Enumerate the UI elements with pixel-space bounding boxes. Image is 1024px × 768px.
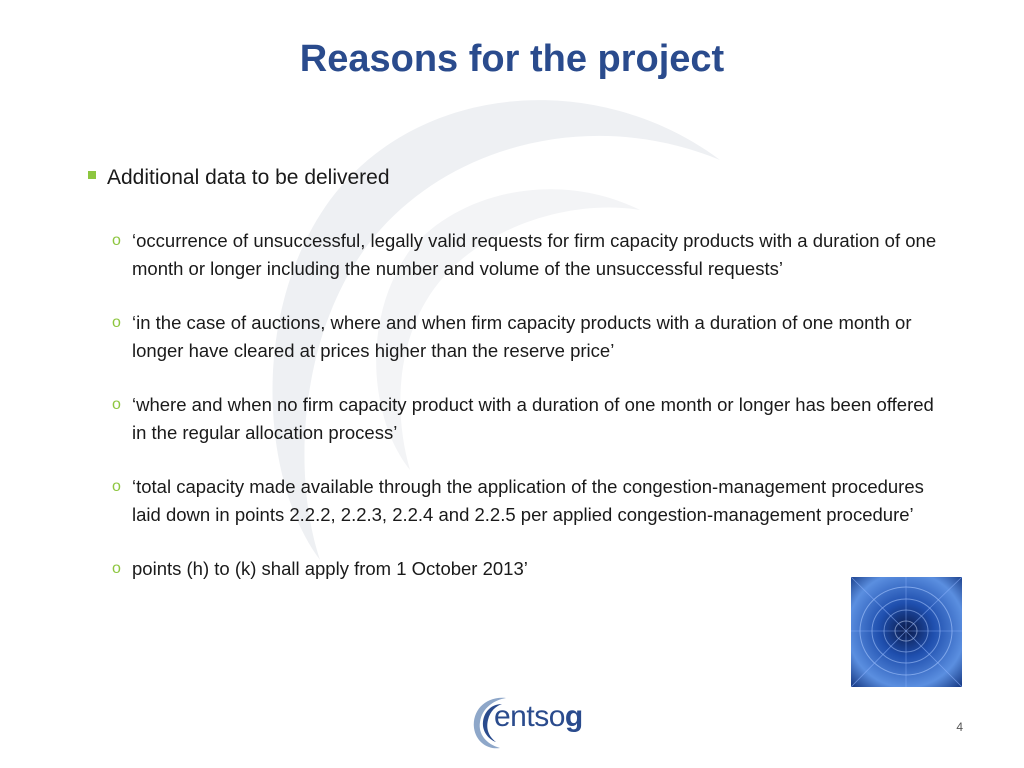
data-tunnel-image (851, 577, 962, 687)
sub-bullet (112, 391, 942, 447)
entsog-logo (468, 690, 583, 754)
sub-bullet (112, 555, 942, 583)
sub-bullet (112, 227, 942, 283)
circle-bullet-icon: o (112, 232, 121, 249)
circle-bullet-icon: o (112, 478, 121, 495)
main-bullet (88, 166, 390, 190)
logo-text (494, 700, 583, 734)
sub-bullet (112, 309, 942, 365)
circle-bullet-icon: o (112, 314, 121, 331)
square-bullet-icon (88, 171, 96, 179)
logo-suffix: g (564, 700, 583, 733)
sub-bullet (112, 473, 942, 529)
sub-bullet-text: ‘occurrence of unsuccessful, legally valid requests for firm capacity products with a duration of one month or longer including the number and volume of the unsuccessful requests’ (132, 230, 937, 279)
sub-bullet-text: points (h) to (k) shall apply from 1 October 2013’ (132, 558, 528, 579)
slide-title: Reasons for the project (299, 38, 725, 80)
logo-prefix: entso (494, 700, 565, 733)
page-number: 4 (956, 720, 963, 734)
sub-bullet-list (112, 227, 942, 609)
circle-bullet-icon: o (112, 396, 121, 413)
main-bullet-text: Additional data to be delivered (107, 166, 390, 189)
circle-bullet-icon: o (112, 560, 121, 577)
sub-bullet-text: ‘where and when no firm capacity product with a duration of one month or longer has been offered in the regular allocation process’ (132, 394, 934, 443)
sub-bullet-text: ‘in the case of auctions, where and when firm capacity products with a duration of one month or longer have cleared at prices higher than the reserve price’ (132, 312, 912, 361)
sub-bullet-text: ‘total capacity made available through the application of the congestion-management procedures laid down in points 2.2.2, 2.2.3, 2.2.4 and 2.2.5 per applied congestion-management procedure’ (132, 476, 924, 525)
